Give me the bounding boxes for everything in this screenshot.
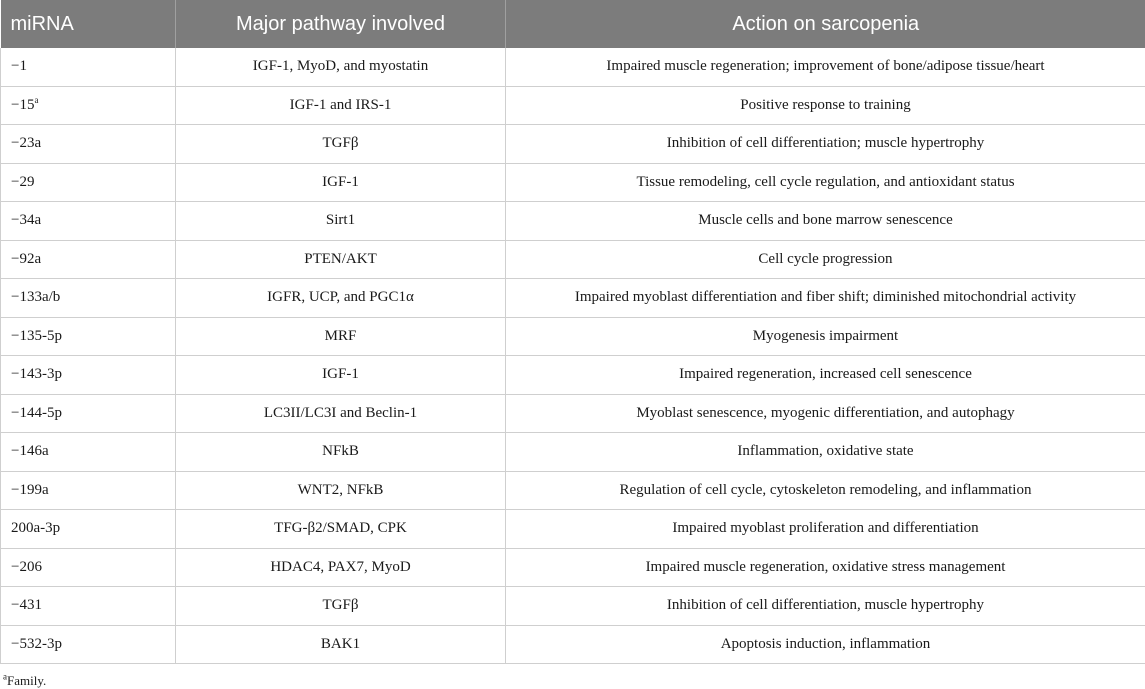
table-footnote <box>3 673 46 689</box>
mirna-id: −1 <box>11 58 27 75</box>
table-row <box>1 433 1145 472</box>
mirna-id: −143-3p <box>11 366 62 383</box>
mirna-id: −133a/b <box>11 289 61 306</box>
cell-pathway: NFkB <box>176 433 506 472</box>
cell-pathway: LC3II/LC3I and Beclin-1 <box>176 394 506 433</box>
table-row <box>1 279 1145 318</box>
table-header-row <box>1 0 1145 48</box>
cell-pathway: MRF <box>176 317 506 356</box>
cell-pathway: IGF-1, MyoD, and myostatin <box>176 48 506 86</box>
mirna-id: −199a <box>11 481 49 498</box>
cell-action: Inhibition of cell differentiation, muscle hypertrophy <box>506 587 1145 626</box>
cell-action: Impaired muscle regeneration; improvement of bone/adipose tissue/heart <box>506 48 1145 86</box>
mirna-id: −431 <box>11 597 42 614</box>
cell-pathway: PTEN/AKT <box>176 240 506 279</box>
mirna-id: −144-5p <box>11 404 62 421</box>
cell-pathway: IGF-1 <box>176 356 506 395</box>
footnote-text: Family. <box>7 673 47 688</box>
table-row <box>1 356 1145 395</box>
mirna-id: −15 <box>11 96 35 113</box>
footnote-marker: a <box>3 671 7 682</box>
cell-mirna <box>1 433 176 472</box>
table-row <box>1 548 1145 587</box>
mirna-id: −29 <box>11 173 35 190</box>
mirna-id: −23a <box>11 135 42 152</box>
table-row <box>1 317 1145 356</box>
table-row <box>1 625 1145 664</box>
cell-mirna <box>1 510 176 549</box>
cell-mirna <box>1 317 176 356</box>
cell-action: Muscle cells and bone marrow senescence <box>506 202 1145 241</box>
cell-mirna <box>1 471 176 510</box>
cell-pathway: BAK1 <box>176 625 506 664</box>
mirna-id: −146a <box>11 443 49 460</box>
cell-mirna <box>1 48 176 86</box>
cell-pathway: TFG-β2/SMAD, CPK <box>176 510 506 549</box>
column-header-pathway: Major pathway involved <box>176 0 506 48</box>
table-body <box>1 48 1145 664</box>
cell-action: Impaired regeneration, increased cell senescence <box>506 356 1145 395</box>
mirna-id: −92a <box>11 250 42 267</box>
table-row <box>1 240 1145 279</box>
cell-mirna <box>1 394 176 433</box>
cell-action: Myogenesis impairment <box>506 317 1145 356</box>
cell-mirna <box>1 356 176 395</box>
cell-action: Cell cycle progression <box>506 240 1145 279</box>
cell-action: Tissue remodeling, cell cycle regulation, and antioxidant status <box>506 163 1145 202</box>
cell-pathway: IGF-1 <box>176 163 506 202</box>
mirna-id: −135-5p <box>11 327 62 344</box>
cell-pathway: IGFR, UCP, and PGC1α <box>176 279 506 318</box>
footnote-marker: a <box>34 94 39 105</box>
cell-mirna <box>1 240 176 279</box>
cell-pathway: IGF-1 and IRS-1 <box>176 86 506 125</box>
mirna-id: 200a-3p <box>11 520 61 537</box>
table-row <box>1 202 1145 241</box>
cell-action: Regulation of cell cycle, cytoskeleton remodeling, and inflammation <box>506 471 1145 510</box>
cell-action: Impaired myoblast proliferation and differentiation <box>506 510 1145 549</box>
cell-action: Inflammation, oxidative state <box>506 433 1145 472</box>
table-row <box>1 471 1145 510</box>
mirna-id: −34a <box>11 212 42 229</box>
cell-action: Myoblast senescence, myogenic differentiation, and autophagy <box>506 394 1145 433</box>
cell-mirna <box>1 548 176 587</box>
cell-action: Inhibition of cell differentiation; muscle hypertrophy <box>506 125 1145 164</box>
cell-mirna <box>1 587 176 626</box>
table-row <box>1 394 1145 433</box>
cell-action: Impaired muscle regeneration, oxidative stress management <box>506 548 1145 587</box>
table-row <box>1 510 1145 549</box>
cell-pathway: WNT2, NFkB <box>176 471 506 510</box>
cell-mirna <box>1 279 176 318</box>
cell-mirna <box>1 125 176 164</box>
cell-pathway: Sirt1 <box>176 202 506 241</box>
cell-mirna <box>1 86 176 125</box>
column-header-mirna: miRNA <box>1 0 176 48</box>
cell-mirna <box>1 163 176 202</box>
cell-action: Apoptosis induction, inflammation <box>506 625 1145 664</box>
mirna-id: −532-3p <box>11 635 62 652</box>
cell-mirna <box>1 202 176 241</box>
table-row <box>1 48 1145 86</box>
cell-action: Positive response to training <box>506 86 1145 125</box>
cell-pathway: TGFβ <box>176 587 506 626</box>
column-header-action: Action on sarcopenia <box>506 0 1145 48</box>
cell-action: Impaired myoblast differentiation and fiber shift; diminished mitochondrial activity <box>506 279 1145 318</box>
cell-pathway: HDAC4, PAX7, MyoD <box>176 548 506 587</box>
table-row <box>1 86 1145 125</box>
mirna-id: −206 <box>11 558 42 575</box>
cell-pathway: TGFβ <box>176 125 506 164</box>
table-row <box>1 587 1145 626</box>
table-row <box>1 125 1145 164</box>
table-row <box>1 163 1145 202</box>
cell-mirna <box>1 625 176 664</box>
